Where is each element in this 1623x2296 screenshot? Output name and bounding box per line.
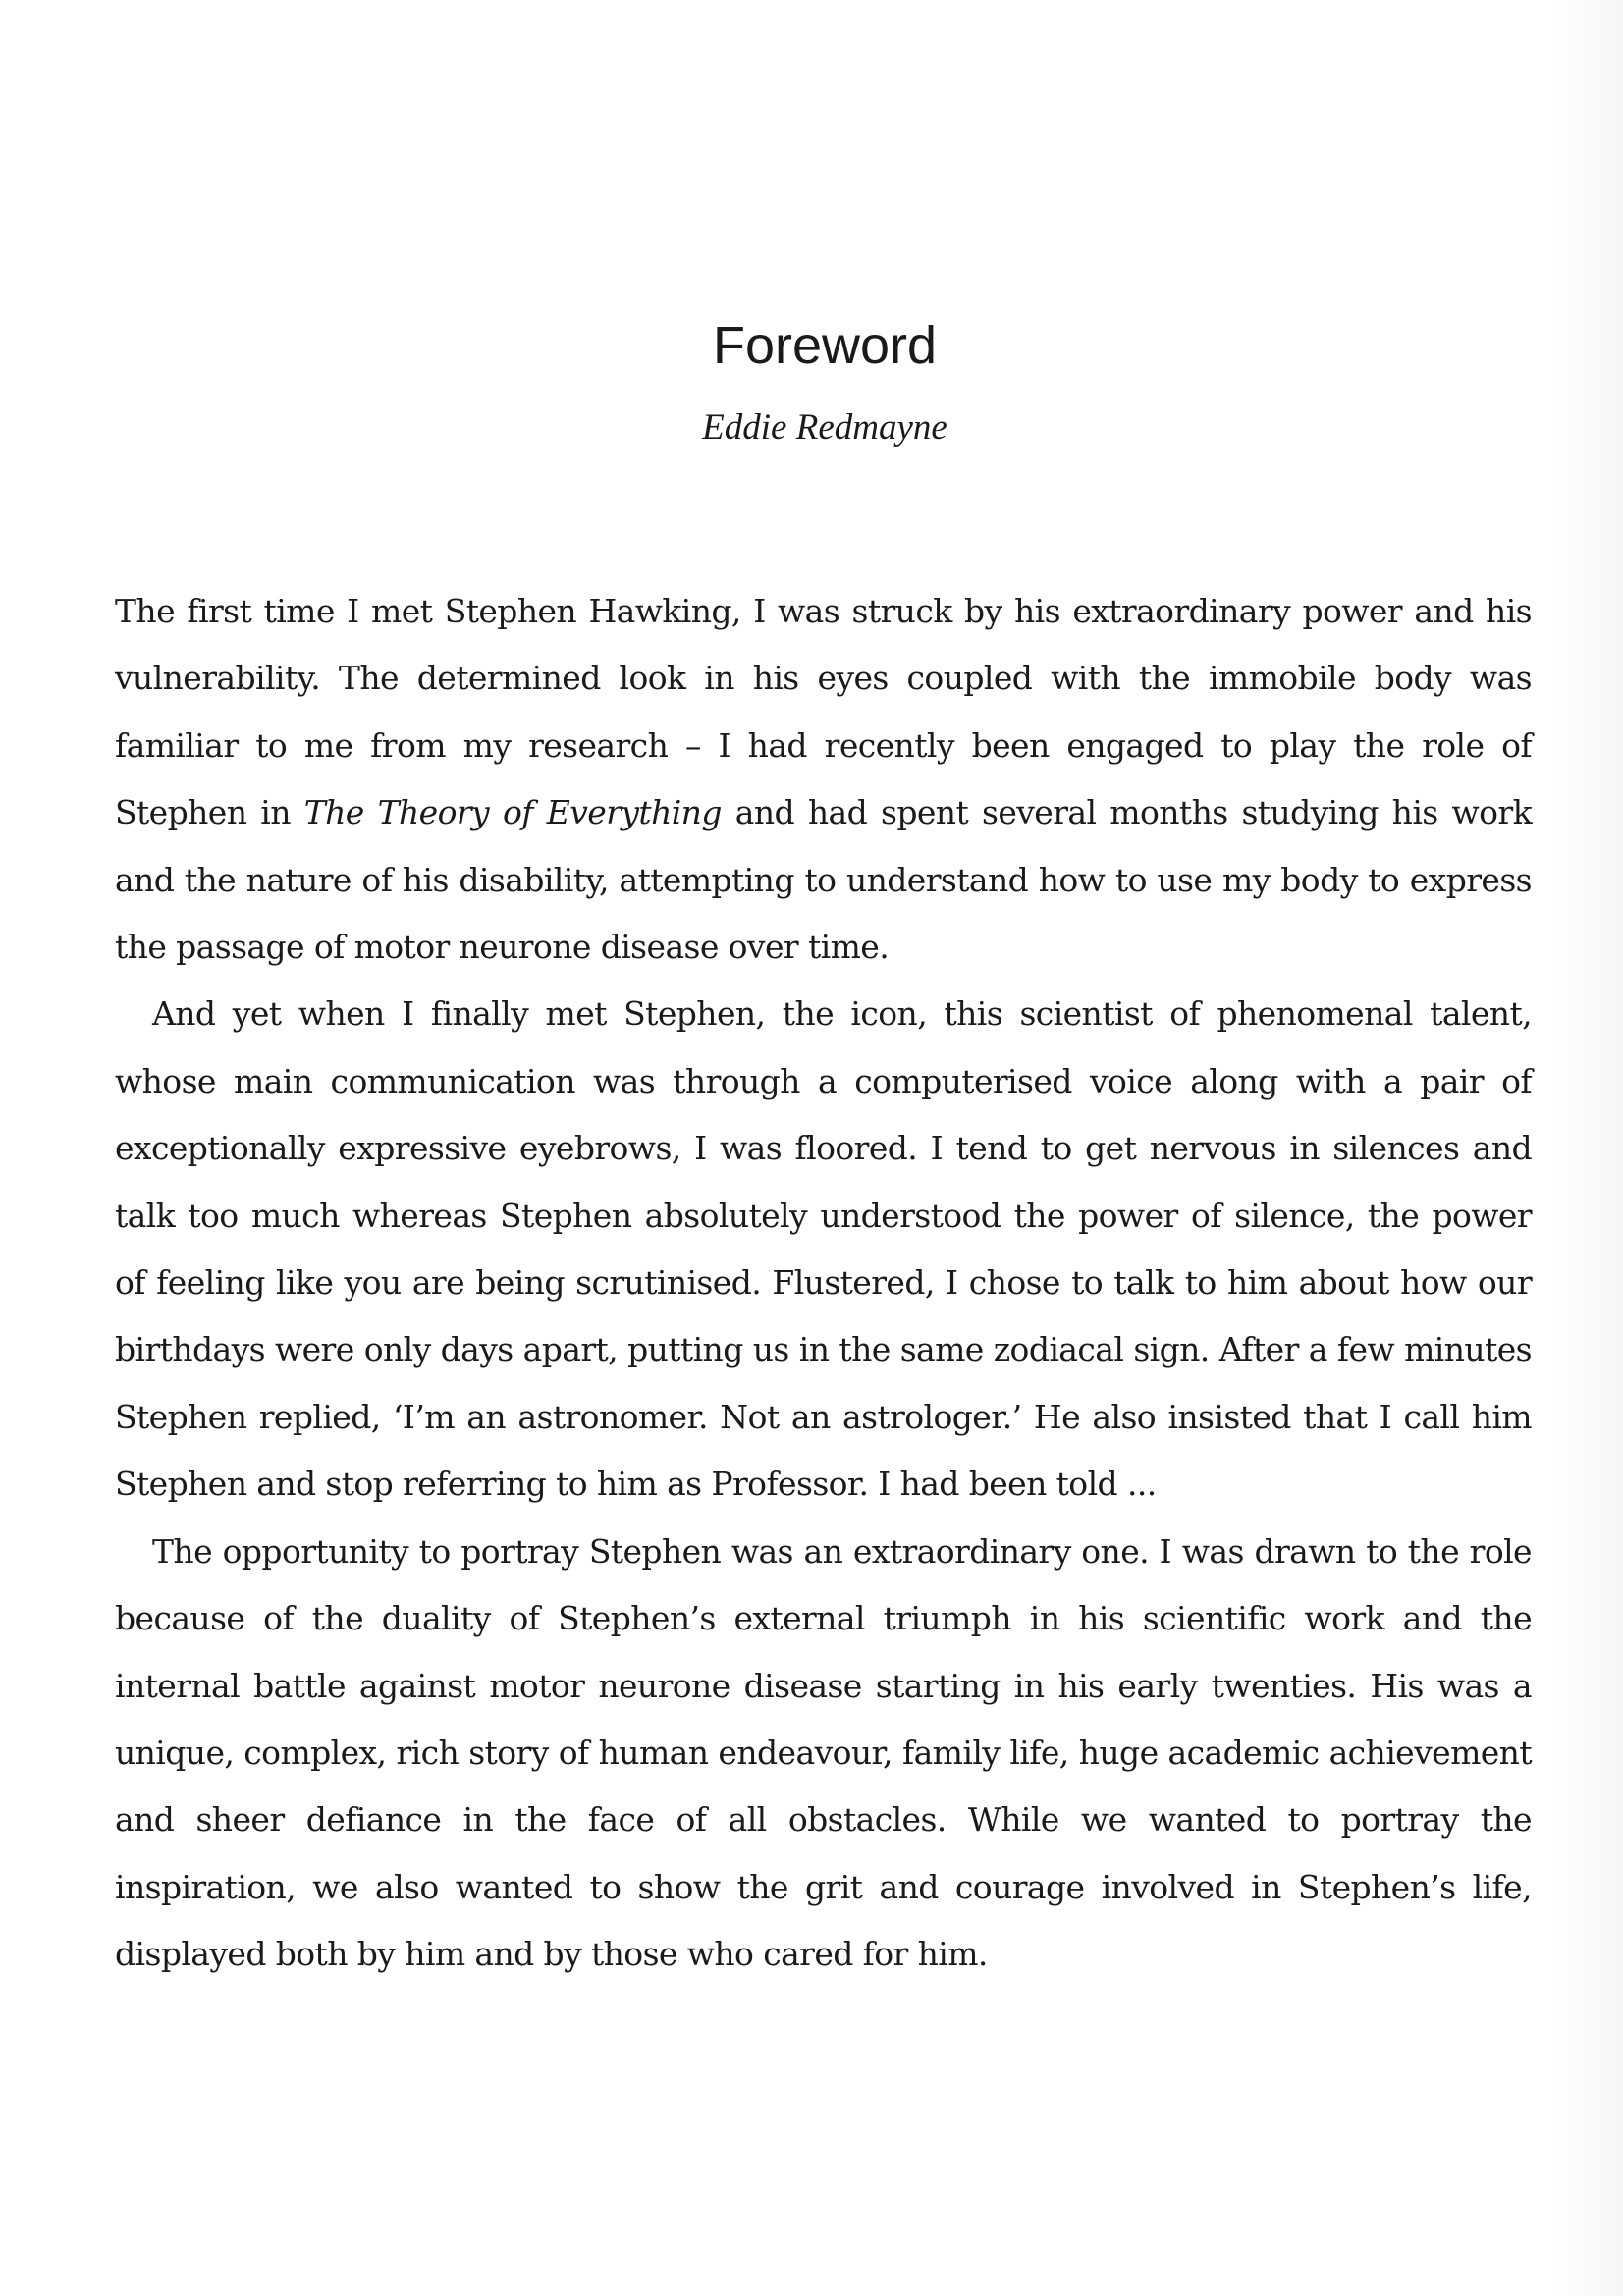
- book-title-italic: The Theory of Everything: [303, 793, 722, 832]
- page-title: Foreword: [712, 316, 938, 375]
- paragraph-1: [115, 578, 1532, 981]
- paragraph-3: The opportunity to portray Stephen was an extraordinary one. I was drawn to the role because of the duality of Stephen’s external triumph in his scientific work and the internal battle against motor neurone disease starting in his early twenties. His was a unique, complex, rich story of human endeavour, family life, huge academic achievement and sheer defiance in the face of all obstacles. While we wanted to portray the inspiration, we also wanted to show the grit and courage involved in Stephen’s life, displayed both by him and by those who cared for him.: [115, 1531, 1532, 1974]
- paragraph-1-text-b: and had spent several months studying his work and the nature of his disability, attempting to understand how to use my body to express the passage of motor neurone disease over time.: [115, 793, 1532, 967]
- foreword-body: [115, 578, 1532, 1989]
- paragraph-2: And yet when I finally met Stephen, the icon, this scientist of phenomenal talent, whose main communication was through a computerised voice along with a pair of exceptionally expressive eyebrows, I was floored. I tend to get nervous in silences and talk too much whereas Stephen absolutely understood the power of silence, the power of feeling like you are being scrutinised. Flustered, I chose to talk to him about how our birthdays were only days apart, putting us in the same zodiacal sign. After a few minutes Stephen replied, ‘I’m an astronomer. Not an astrologer.’ He also insisted that I call him Stephen and stop referring to him as Professor. I had been told ...: [115, 994, 1532, 1504]
- paragraph-1-text-a: The first time I met Stephen Hawking, I was struck by his extraordinary power and his vulnerability. The determined look in his eyes coupled with the immobile body was familiar to me from my research – I had recently been engaged to play the role of Stephen in: [115, 592, 1532, 832]
- author-name: Eddie Redmayne: [702, 407, 947, 448]
